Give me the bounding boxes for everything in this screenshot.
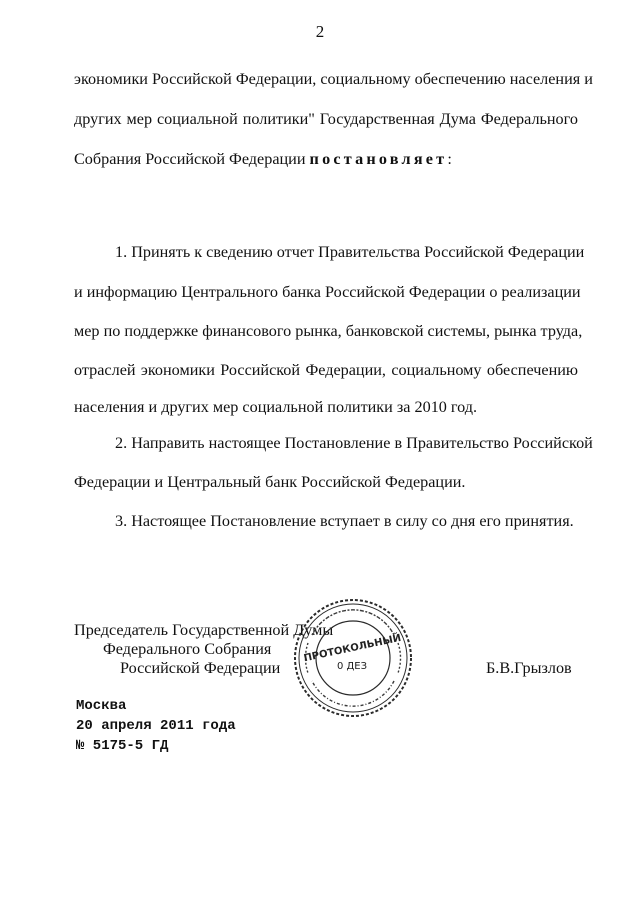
item3-line-1: 3. Настоящее Постановление вступает в силу со дня его принятия. [115,512,574,530]
item2-line-1: 2. Направить настоящее Постановление в Правительство Российской [115,434,593,452]
signature-title-line-3: Российской Федерации [120,659,281,677]
item1-line-5: населения и других мер социальной политики за 2010 год. [74,398,478,416]
footer-number: № 5175-5 ГД [76,738,169,754]
preamble-line-3 [74,150,578,169]
preamble-line-2: других мер социальной политики" Государственная Дума Федерального [74,110,578,128]
signature-title-line-1: Председатель Государственной Думы [74,621,334,639]
item1-line-2: и информацию Центрального банка Российской Федерации о реализации [74,283,581,301]
preamble-line-3-colon: : [447,150,452,168]
preamble-line-3-text: Собрания Российской Федерации [74,150,310,168]
item1-line-1: 1. Принять к сведению отчет Правительства Российской Федерации [115,243,585,261]
page-number: 2 [315,22,325,41]
footer-city: Москва [76,698,127,714]
item1-line-3: мер по поддержке финансового рынка, банковской системы, рынка труда, [74,322,583,340]
stamp-number: 0 ДЕЗ [336,661,368,672]
item2-line-2: Федерации и Центральный банк Российской Федерации. [74,473,466,491]
stamp-seal-graphic [290,595,416,721]
resolution-keyword: постановляет [309,150,448,168]
footer-date: 20 апреля 2011 года [76,718,236,734]
signatory-name: Б.В.Грызлов [486,659,572,677]
signature-title-line-2: Федерального Собрания [103,640,272,658]
item1-line-4: отраслей экономики Российской Федерации, социальному обеспечению [74,361,578,379]
official-stamp [290,595,416,721]
stamp-inner-text: ПРОТОКОЛЬНЫЙ [302,632,403,665]
preamble-line-1: экономики Российской Федерации, социальному обеспечению населения и [74,70,593,88]
